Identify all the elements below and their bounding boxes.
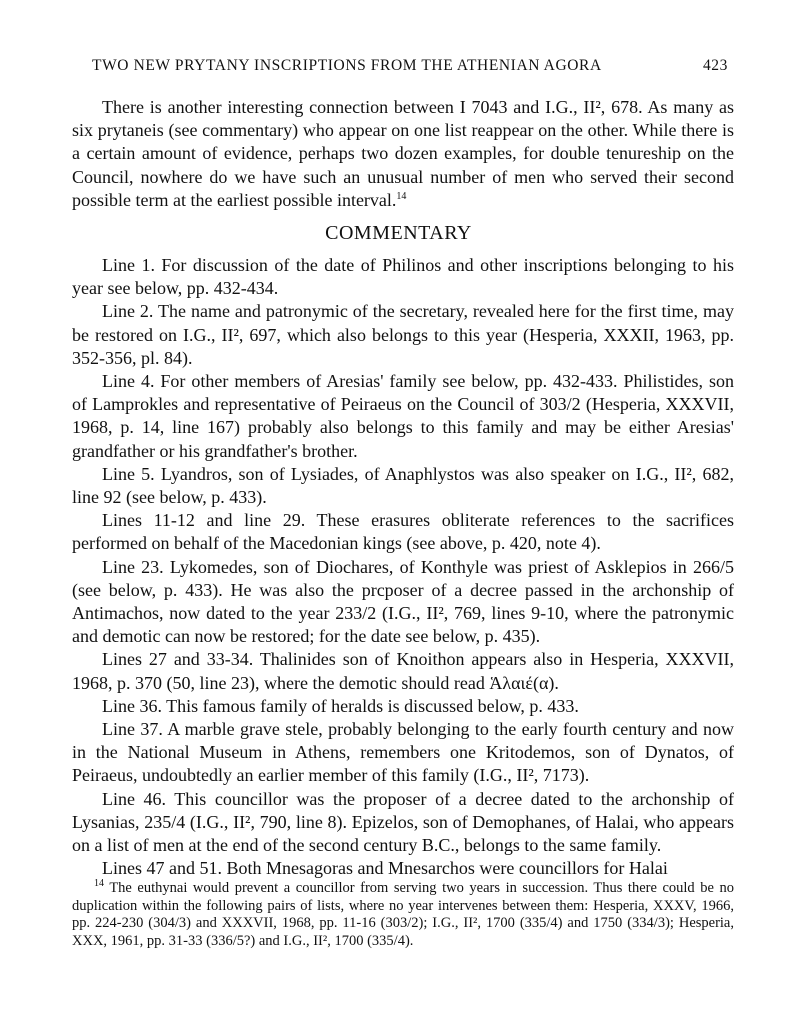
intro-section bbox=[72, 96, 734, 212]
running-title: TWO NEW PRYTANY INSCRIPTIONS FROM THE ATHENIAN AGORA bbox=[92, 57, 602, 74]
commentary-entry-lines-47-51: Lines 47 and 51. Both Mnesagoras and Mnesarchos were councillors for Halai bbox=[102, 858, 668, 879]
commentary-entry-line-4: Line 4. For other members of Aresias' family see below, pp. 432-433. Philistides, son of Lamprokles and representative of Peiraeus on the Council of 303/2 (Hesperia, XXXVII, 1968, p. 14, line 167) probably also belongs to this family and may be either Aresias' grandfather or his grandfather's brother. bbox=[72, 371, 734, 461]
commentary-entry-line-5: Line 5. Lyandros, son of Lysiades, of Anaphlystos was also speaker on I.G., II², 682, line 92 (see below, p. 433). bbox=[72, 463, 734, 508]
running-header bbox=[92, 57, 728, 75]
intro-paragraph: There is another interesting connection between I 7043 and I.G., II², 678. As many as six prytaneis (see commentary) who appear on one list reappear on the other. While there is a certain amount of evidence, perhaps two dozen examples, for double tenureship on the Council, nowhere do we have such an unusual number of men who served their second possible term at the earliest possible interval.$^{14}$ bbox=[72, 97, 734, 210]
footnote-number: 14 bbox=[94, 878, 104, 890]
commentary-entry-line-46: Line 46. This councillor was the proposer of a decree dated to the archonship of Lysanias, 235/4 (I.G., II², 790, line 8). Epizelos, son of Demophanes, of Halai, who appears on a list of men at the end of the second century B.C., belongs to the same family. bbox=[72, 788, 734, 856]
commentary-list bbox=[72, 254, 734, 880]
footnote bbox=[72, 880, 734, 950]
commentary-entry-lines-27-33: Lines 27 and 33-34. Thalinides son of Knoithon appears also in Hesperia, XXXVII, 1968, p. 370 (50, line 23), where the demotic should read Ἁλαιέ(α). bbox=[72, 649, 734, 693]
footnote-ref: 14 bbox=[396, 190, 407, 202]
commentary-entry-line-23: Line 23. Lykomedes, son of Diochares, of Konthyle was priest of Asklepios in 266/5 (see below, p. 433). He was also the prcposer of a decree passed in the archonship of Antimachos, now dated to the year 233/2 (I.G., II², 769, lines 9-10, where the patronymic and demotic can now be restored; for the date see below, p. 435). bbox=[72, 556, 734, 647]
footnote-text: The euthynai would prevent a councillor from serving two years in succession. Thus there could be no duplication within the following pairs of lists, where no year intervenes between them: Hesperia, XXXV, 1966, pp. 224-230 (304/3) and XXXVII, 1968, pp. 11-16 (303/2); I.G., II², 1700 (335/4) and 1750 (334/3); Hesperia, XXX, 1961, pp. 31-33 (336/5?) and I.G., II², 1700 (335/4). bbox=[72, 880, 734, 949]
commentary-entry-line-37: Line 37. A marble grave stele, probably belonging to the early fourth century and now in the National Museum in Athens, remembers one Kritodemos, son of Dynatos, of Peiraeus, undoubtedly an earlier member of this family (I.G., II², 7173). bbox=[72, 719, 734, 786]
commentary-entry-lines-11-12: Lines 11-12 and line 29. These erasures obliterate references to the sacrifices performed on behalf of the Macedonian kings (see above, p. 420, note 4). bbox=[72, 510, 734, 554]
commentary-entry-line-2: Line 2. The name and patronymic of the secretary, revealed here for the first time, may be restored on I.G., II², 697, which also belongs to this year (Hesperia, XXXII, 1963, pp. 352-356, pl. 84). bbox=[72, 301, 734, 368]
section-heading: COMMENTARY bbox=[325, 222, 472, 244]
footnote-paragraph bbox=[72, 880, 734, 950]
page-number: 423 bbox=[702, 57, 728, 74]
commentary-entry-line-36: Line 36. This famous family of heralds is discussed below, p. 433. bbox=[102, 695, 579, 716]
commentary-entry-line-1: Line 1. For discussion of the date of Philinos and other inscriptions belonging to his year see below, pp. 432-434. bbox=[72, 255, 734, 299]
